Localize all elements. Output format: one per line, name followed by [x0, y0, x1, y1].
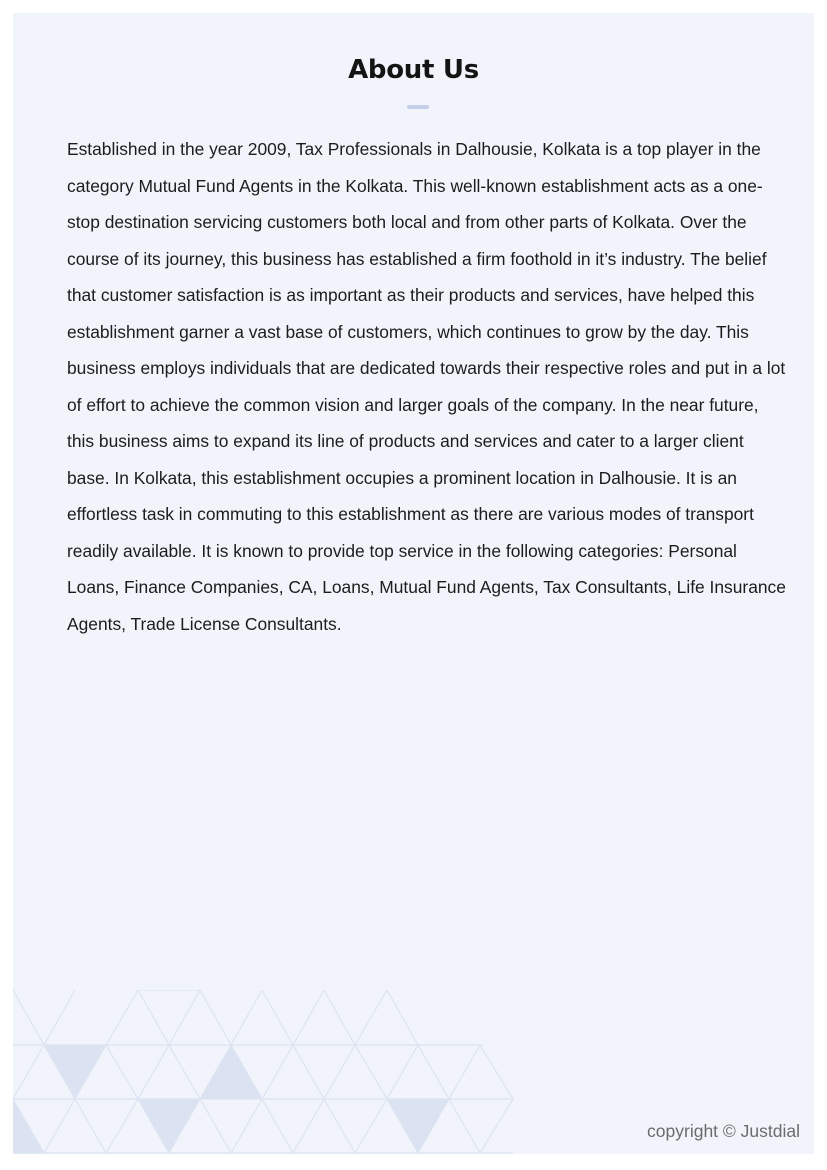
title-underline-accent: [407, 105, 429, 109]
copyright-notice: copyright © Justdial: [647, 1121, 800, 1141]
triangle-pattern-decoration: [13, 990, 533, 1154]
about-paragraph: Established in the year 2009, Tax Professionals in Dalhousie, Kolkata is a top player in the category Mutual Fund Agents in the Kolkata. This well-known establishment acts as a one-stop destination servicing customers both local and from other parts of Kolkata. Over the course of its journey, this business has established a firm foothold in it’s industry. The belief that customer satisfaction is as important as their products and services, have helped this establishment garner a vast base of customers, which continues to grow by the day. This business employs individuals that are dedicated towards their respective roles and put in a lot of effort to achieve the common vision and larger goals of the company. In the near future, this business aims to expand its line of products and services and cater to a larger client base. In Kolkata, this establishment occupies a prominent location in Dalhousie. It is an effortless task in commuting to this establishment as there are various modes of transport readily available. It is known to provide top service in the following categories: Personal Loans, Finance Companies, CA, Loans, Mutual Fund Agents, Tax Consultants, Life Insurance Agents, Trade License Consultants.: [67, 139, 786, 634]
about-us-page: [13, 13, 814, 1154]
page-title: About Us: [348, 55, 479, 85]
